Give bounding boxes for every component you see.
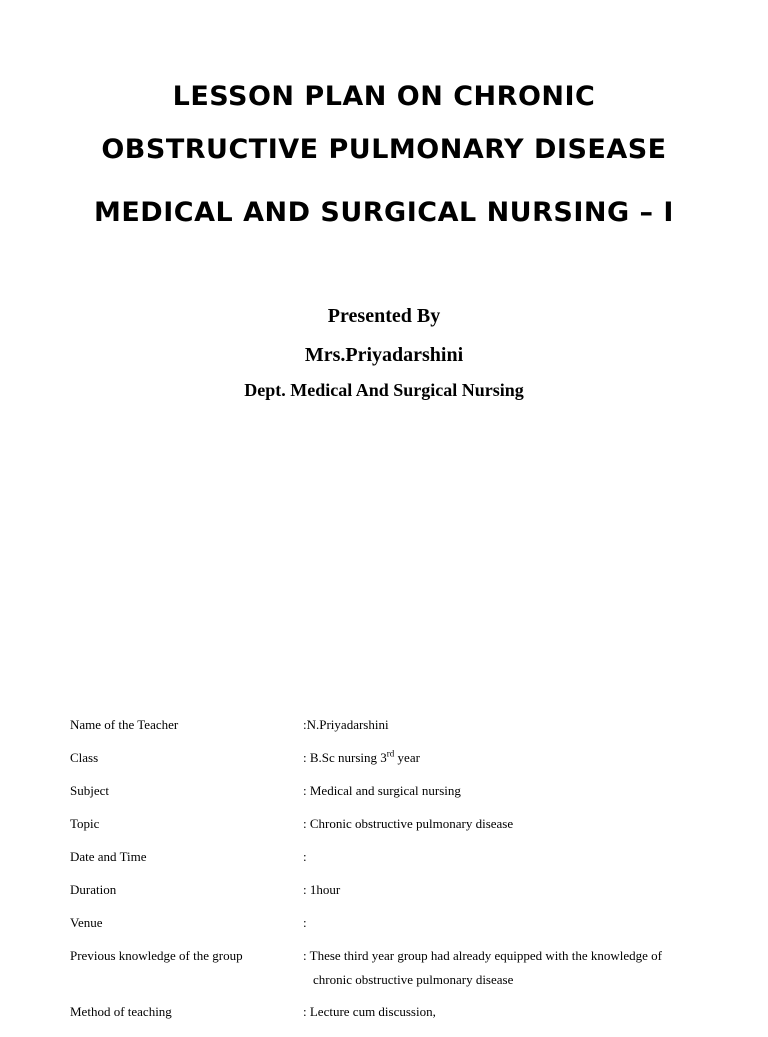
class-value-text: : B.Sc nursing 3 — [303, 750, 387, 765]
detail-value: : — [303, 915, 307, 930]
detail-label: Name of the Teacher — [70, 717, 179, 732]
presenter-department: Dept. Medical And Surgical Nursing — [244, 380, 524, 400]
detail-value: :N.Priyadarshini — [303, 717, 389, 732]
lesson-details — [70, 717, 710, 1037]
detail-label: Method of teaching — [70, 1004, 172, 1019]
detail-value — [303, 750, 420, 766]
detail-row-previous-knowledge — [70, 948, 710, 1004]
presenter-name: Mrs.Priyadarshini — [304, 344, 464, 366]
detail-value: : Lecture cum discussion, — [303, 1004, 436, 1019]
title-line-2: OBSTRUCTIVE PULMONARY DISEASE — [101, 134, 667, 165]
detail-row-subject — [70, 783, 710, 816]
detail-row-date-time — [70, 849, 710, 882]
detail-label: Duration — [70, 882, 117, 897]
detail-value: : Medical and surgical nursing — [303, 783, 461, 798]
detail-row-class — [70, 750, 710, 783]
detail-value: : 1hour — [303, 882, 341, 897]
title-line-1: LESSON PLAN ON CHRONIC — [172, 81, 596, 112]
detail-row-method — [70, 1004, 710, 1037]
detail-row-duration — [70, 882, 710, 915]
presented-by-heading: Presented By — [327, 305, 441, 327]
detail-label: Date and Time — [70, 849, 147, 864]
detail-value: : — [303, 849, 307, 864]
detail-row-topic — [70, 816, 710, 849]
detail-label: Topic — [70, 816, 100, 831]
detail-label: Venue — [70, 915, 103, 930]
detail-label: Subject — [70, 783, 109, 798]
detail-value: : Chronic obstructive pulmonary disease — [303, 816, 514, 831]
class-value-suffix: year — [394, 750, 420, 765]
detail-label: Previous knowledge of the group — [70, 948, 243, 963]
title-line-3: MEDICAL AND SURGICAL NURSING – I — [94, 197, 674, 228]
detail-row-teacher — [70, 717, 710, 750]
class-value-superscript: rd — [386, 748, 395, 759]
detail-label: Class — [70, 750, 99, 765]
detail-value-continuation: chronic obstructive pulmonary disease — [313, 972, 514, 987]
detail-value: : These third year group had already equipped with the knowledge of — [303, 948, 662, 963]
detail-row-venue — [70, 915, 710, 948]
